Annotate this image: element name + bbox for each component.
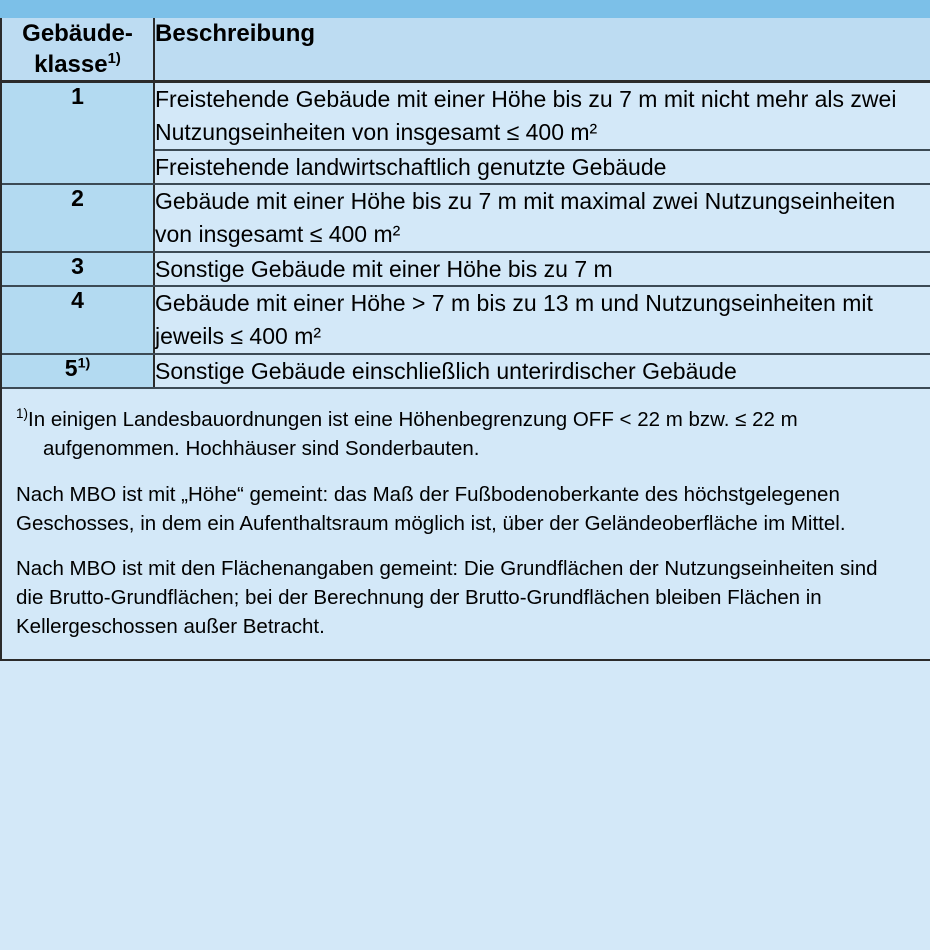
- table-row: [2, 354, 930, 389]
- table-header-row: [2, 18, 930, 82]
- note-hoehe: Nach MBO ist mit „Höhe“ gemeint: das Maß der Fußbodenoberkante des höchstgelegenen Geschosses, in dem ein Aufenthaltsraum möglich ist, über der Geländeoberfläche im Mittel.: [16, 482, 846, 535]
- table-row: [2, 184, 930, 251]
- column-header-class-footnote-marker: 1): [107, 51, 121, 68]
- column-header-class-line2: [2, 49, 153, 80]
- table-row: [2, 252, 930, 287]
- cell-description: Freistehende Gebäude mit einer Höhe bis zu 7 m mit nicht mehr als zwei Nutzungseinheiten von insgesamt ≤ 400 m²: [154, 82, 930, 150]
- table-body: [2, 82, 930, 388]
- top-accent-band: [0, 0, 930, 18]
- cell-description: Sonstige Gebäude einschließlich unterirdischer Gebäude: [154, 354, 930, 389]
- column-header-building-class: [2, 18, 154, 82]
- column-header-class-word: klasse: [34, 51, 108, 79]
- building-class-value: 1: [71, 83, 84, 110]
- footnote-1-text: In einigen Landesbauordnungen ist eine Höhenbegrenzung OFF < 22 m bzw. ≤ 22 m aufgenommen. Hochhäuser sind Sonderbauten.: [28, 408, 798, 461]
- cell-building-class: [2, 354, 154, 389]
- cell-description: Sonstige Gebäude mit einer Höhe bis zu 7 m: [154, 252, 930, 287]
- building-class-value: 2: [71, 185, 84, 212]
- cell-building-class: [2, 82, 154, 184]
- table-header: [2, 18, 930, 82]
- cell-building-class: [2, 286, 154, 353]
- building-class-table: [2, 18, 930, 389]
- cell-building-class: [2, 252, 154, 287]
- cell-building-class: [2, 184, 154, 251]
- cell-description: Gebäude mit einer Höhe > 7 m bis zu 13 m und Nutzungseinheiten mit jeweils ≤ 400 m²: [154, 286, 930, 353]
- footnote-1-marker: 1): [16, 406, 29, 422]
- cell-description: Freistehende landwirtschaftlich genutzte Gebäude: [154, 150, 930, 185]
- column-header-description: Beschreibung: [154, 18, 930, 82]
- building-class-value: 5: [64, 354, 78, 381]
- cell-description: Gebäude mit einer Höhe bis zu 7 m mit maximal zwei Nutzungseinheiten von insgesamt ≤ 400 m²: [154, 184, 930, 251]
- building-class-value: 3: [71, 252, 84, 279]
- building-class-table-wrapper: [0, 18, 930, 661]
- building-class-value: 4: [71, 287, 84, 314]
- column-header-class-line1: Gebäude-: [22, 20, 133, 47]
- note-flaechenangaben: Nach MBO ist mit den Flächenangaben gemeint: Die Grundflächen der Nutzungseinheiten sind die Brutto-Grundflächen; bei der Berechnung der Brutto-Grundflächen bleiben Flächen in Kellergeschossen außer Betracht.: [16, 556, 878, 638]
- footnotes-section: [2, 389, 930, 661]
- table-row: [2, 286, 930, 353]
- building-class-footnote-marker: 1): [77, 354, 91, 371]
- footnote-1: [16, 405, 908, 463]
- table-row: [2, 82, 930, 150]
